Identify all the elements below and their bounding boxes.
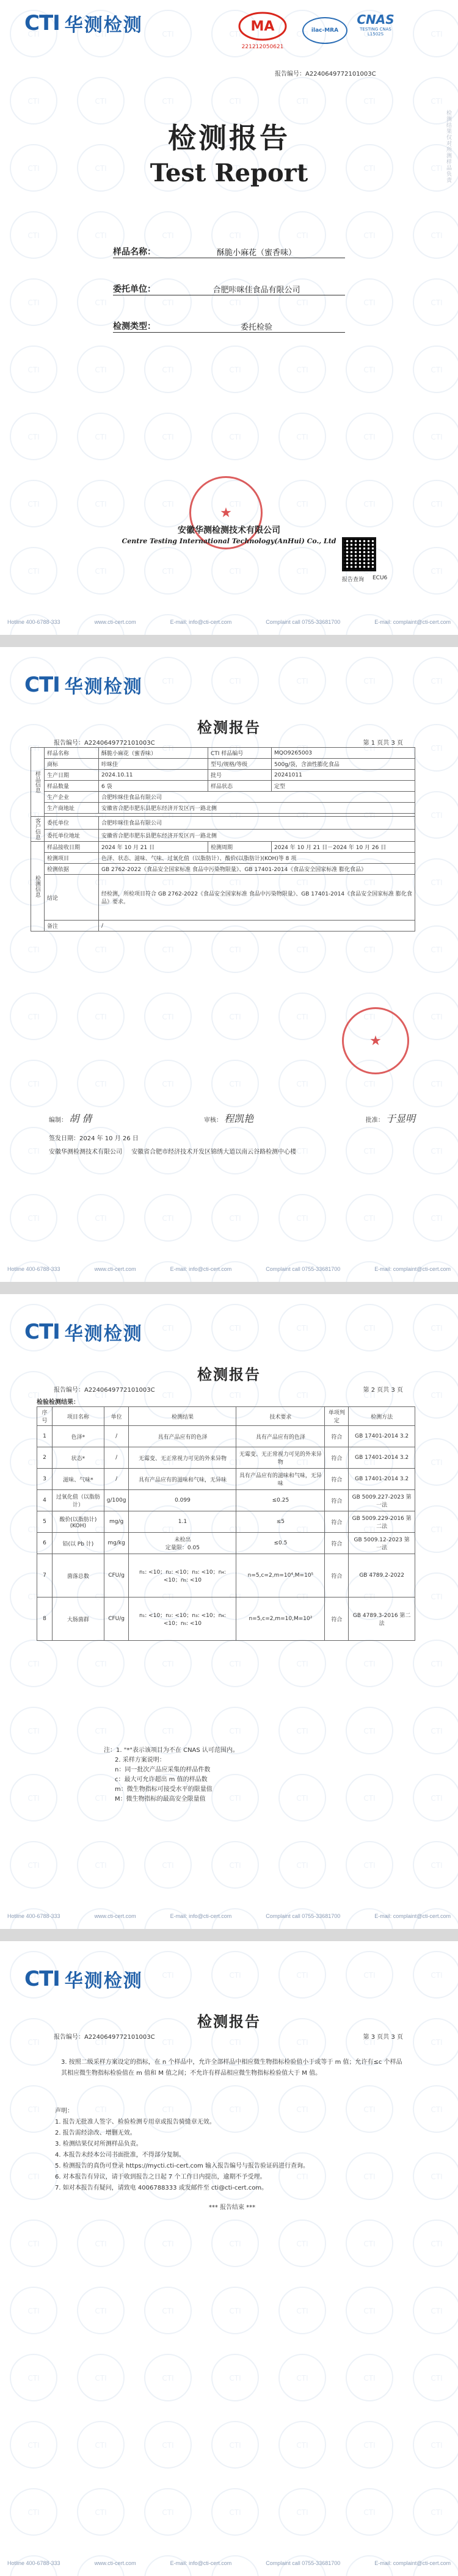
cell: 检测依据 xyxy=(45,864,99,875)
sign-company-name: 安徽华测检测技术有限公司 xyxy=(49,1149,122,1156)
table-cell: / xyxy=(104,1447,129,1469)
table-cell: n=5,c=2,m=10⁴,M=10⁵ xyxy=(236,1554,325,1597)
table-cell: 符合 xyxy=(325,1426,349,1447)
table-cell: 4 xyxy=(37,1490,53,1511)
cell: 生产企业 xyxy=(45,792,99,803)
table-cell: GB 17401-2014 3.2 xyxy=(349,1426,415,1447)
field-client-label: 委托单位： xyxy=(113,284,156,294)
declaration-item: 1. 报告无批准人签字、检验检测专用章或报告骑缝章无效。 xyxy=(55,2119,216,2126)
reviewer-label: 审核： xyxy=(203,1117,222,1124)
note-line: 2. 采样方案说明： xyxy=(115,1757,165,1764)
info-page xyxy=(0,647,458,1282)
results-header-cell: 项目名称 xyxy=(53,1407,104,1426)
table-cell: 铅(以 Pb 计) xyxy=(53,1533,104,1554)
cell: 500g/袋，含油性膨化食品 xyxy=(272,759,415,770)
footer-complaint-email[interactable]: E-mail: complaint@cti-cert.com xyxy=(374,2560,451,2566)
footer-email[interactable]: E-mail: info@cti-cert.com xyxy=(170,619,232,625)
table-cell: 1.1 xyxy=(129,1511,236,1533)
cell: 2024 年 10 月 21 日－2024 年 10 月 26 日 xyxy=(272,842,415,853)
cell: MQO9265003 xyxy=(272,748,415,759)
footer-complaint: Complaint call 0755-33681700 xyxy=(266,619,341,625)
cell: 合肥咔咪佳食品有限公司 xyxy=(99,792,415,803)
group-test: 检测信息 xyxy=(31,842,45,932)
cell: GB 2762-2022《食品安全国家标准 食品中污染物限量》、GB 17401-2014《食品安全国家标准 膨化食品》 xyxy=(99,864,415,875)
table-row xyxy=(37,1447,415,1469)
table-cell: 过氧化值（以脂肪计） xyxy=(53,1490,104,1511)
report-number xyxy=(275,68,376,78)
footer-site[interactable]: www.cti-cert.com xyxy=(94,619,136,625)
table-cell: ≤0.5 xyxy=(236,1533,325,1554)
table-cell xyxy=(129,1533,236,1554)
results-header-cell: 检测方法 xyxy=(349,1407,415,1426)
sign-company-address: 安徽省合肥市经济技术开发区锦绣大道以南云谷路检测中心楼 xyxy=(131,1149,297,1156)
results-header-cell: 检测结果 xyxy=(129,1407,236,1426)
brand-cti: CTI xyxy=(24,673,60,697)
footer-complaint-email[interactable]: E-mail: complaint@cti-cert.com xyxy=(374,619,451,625)
page-title: 检测报告 xyxy=(197,1366,261,1383)
brand-cn: 华测检测 xyxy=(64,676,143,698)
table-cell: 3 xyxy=(37,1469,53,1490)
table-cell: 符合 xyxy=(325,1597,349,1641)
results-header-cell: 序号 xyxy=(37,1407,53,1426)
table-cell: 8 xyxy=(37,1597,53,1641)
footer-complaint: Complaint call 0755-33681700 xyxy=(266,1913,341,1919)
table-row xyxy=(37,1554,415,1597)
compiler-label: 编制： xyxy=(49,1117,67,1124)
report-end-mark: *** 报告结束 *** xyxy=(208,2204,256,2211)
cell: 酥脆小麻花（蜜香味） xyxy=(99,748,208,759)
table-cell: 2 xyxy=(37,1447,53,1469)
cell: 委托单位地址 xyxy=(45,829,99,842)
brand-cti: CTI xyxy=(24,1967,60,1991)
footer xyxy=(0,617,458,628)
cell: 色泽、状态、滋味、气味、过氧化值（以脂肪计）、酸价(以脂肪计)(KOH)等 8 项 xyxy=(99,853,415,864)
cell: 检测周期 xyxy=(208,842,272,853)
cover-company-cn: 安徽华测检测技术有限公司 xyxy=(178,526,280,535)
declaration-item: 6. 对本报告有异议，请于收到报告之日起 7 个工作日内提出，逾期不予受理。 xyxy=(55,2174,266,2180)
brand-logo xyxy=(24,1966,143,1992)
results-table xyxy=(37,1406,415,1641)
cell: 样品名称 xyxy=(45,748,99,759)
table-cell: ≤0.25 xyxy=(236,1490,325,1511)
page-title: 检测报告 xyxy=(197,2013,261,2030)
cell: 委托单位 xyxy=(45,817,99,830)
table-cell: n₁: <10；n₂: <10；n₃: <10；n₄: <10；n₅: <10 xyxy=(129,1554,236,1597)
footer-hotline: Hotline 400-6788-333 xyxy=(7,1913,60,1919)
report-number-label: 报告编号： xyxy=(275,71,305,78)
table-cell: 色泽* xyxy=(53,1426,104,1447)
declaration-item: 4. 本报告未经本公司书面批准，不得部分复制。 xyxy=(55,2152,185,2158)
note-line: n：同一批次产品应采集的样品件数 xyxy=(115,1767,211,1773)
signatures xyxy=(49,1111,415,1125)
declaration-item: 7. 如对本报告有疑问，请致电 4006788333 或发邮件至 cti@cti-cert.com。 xyxy=(55,2185,268,2191)
cell: 经检测，所检项目符合 GB 2762-2022《食品安全国家标准 食品中污染物限量》、GB 17401-2014《食品安全国家标准 膨化食品》要求。 xyxy=(99,875,415,921)
footer-site[interactable]: www.cti-cert.com xyxy=(94,1266,136,1272)
table-row xyxy=(37,1490,415,1511)
qr-code-text: ECU6 xyxy=(373,575,388,581)
cover-fields xyxy=(113,226,345,333)
results-header-cell: 单位 xyxy=(104,1407,129,1426)
table-cell: GB 17401-2014 3.2 xyxy=(349,1447,415,1469)
table-cell: 符合 xyxy=(325,1554,349,1597)
results-page xyxy=(0,1294,458,1929)
field-sample-value: 酥脆小麻花（蜜香味） xyxy=(216,248,296,258)
declaration xyxy=(55,2106,409,2213)
table-cell: 符合 xyxy=(325,1533,349,1554)
field-client-value: 合肥咔咪佳食品有限公司 xyxy=(213,286,300,295)
footer-email[interactable]: E-mail: info@cti-cert.com xyxy=(170,1913,232,1919)
table-cell: 大肠菌群 xyxy=(53,1597,104,1641)
cell: 定型 xyxy=(272,781,415,792)
table-cell: 符合 xyxy=(325,1469,349,1490)
brand-cti: CTI xyxy=(24,1320,60,1344)
table-cell: g/100g xyxy=(104,1490,129,1511)
table-cell: 酸价(以脂肪计)(KOH) xyxy=(53,1511,104,1533)
cell: 生产商地址 xyxy=(45,803,99,814)
footer-complaint-email[interactable]: E-mail: complaint@cti-cert.com xyxy=(374,1913,451,1919)
table-row xyxy=(37,1511,415,1533)
cell: CTI 样品编号 xyxy=(208,748,272,759)
ilac-label: ilac-MRA xyxy=(311,27,339,34)
cma-code: 221212050621 xyxy=(241,44,284,50)
table-cell: CFU/g xyxy=(104,1554,129,1597)
table-cell: CFU/g xyxy=(104,1597,129,1641)
footer xyxy=(0,2558,458,2569)
cell: 2024 年 10 月 21 日 xyxy=(99,842,208,853)
approver-label: 批准： xyxy=(365,1117,384,1124)
sign-date xyxy=(49,1133,139,1142)
cell: 合肥咔咪佳食品有限公司 xyxy=(99,817,415,830)
results-caption: 检验检测结果： xyxy=(37,1399,79,1406)
brand-cn: 华测检测 xyxy=(64,1323,143,1345)
result-value: 未检出 xyxy=(174,1537,191,1543)
table-cell: GB 5009.229-2016 第二法 xyxy=(349,1511,415,1533)
note-line: 注：1. "*"表示该项目为不在 CNAS 认可范围内。 xyxy=(104,1747,239,1754)
results-notes xyxy=(104,1746,239,1804)
page-number: 第 2 页共 3 页 xyxy=(363,1387,403,1394)
cell: 备注 xyxy=(45,921,99,932)
footer-complaint-email[interactable]: E-mail: complaint@cti-cert.com xyxy=(374,1266,451,1272)
inspection-seal xyxy=(342,1007,409,1074)
cell: 生产日期 xyxy=(45,770,99,781)
brand-cn: 华测检测 xyxy=(64,15,143,36)
approver-name: 于显明 xyxy=(385,1113,415,1124)
cell: 2024.10.11 xyxy=(99,770,208,781)
page-report-number: 报告编号：A2240649772101003C xyxy=(54,740,155,747)
table-cell: 7 xyxy=(37,1554,53,1597)
table-cell: mg/g xyxy=(104,1511,129,1533)
cell: 咔咪佳 xyxy=(99,759,208,770)
table-cell: 6 xyxy=(37,1533,53,1554)
table-row xyxy=(37,1426,415,1447)
table-cell: GB 5009.227-2023 第一法 xyxy=(349,1490,415,1511)
table-cell: n=5,c=2,m=10,M=10² xyxy=(236,1597,325,1641)
seal-star-icon: ★ xyxy=(220,505,232,521)
declaration-item: 5. 检测报告的真伪可登录 https://mycti.cti-cert.com 输入报告编号与报告验证码进行查询。 xyxy=(55,2163,309,2169)
field-sample xyxy=(113,226,345,258)
table-row xyxy=(37,1469,415,1490)
table-cell: 5 xyxy=(37,1511,53,1533)
table-row xyxy=(37,1533,415,1554)
results-header-cell: 技术要求 xyxy=(236,1407,325,1426)
group-client: 客户信息 xyxy=(31,817,45,842)
cnas-code: TESTING CNAS L1502S xyxy=(360,27,391,37)
cover-company-en: Centre Testing International Technology(AnHui) Co., Ltd xyxy=(122,537,336,545)
table-cell: GB 5009.12-2023 第一法 xyxy=(349,1533,415,1554)
loq-note: 定量限：0.05 xyxy=(165,1545,200,1551)
reviewer-name: 程凯艳 xyxy=(224,1113,254,1124)
footer xyxy=(0,1264,458,1275)
signed-value: 2024 年 10 月 26 日 xyxy=(79,1135,139,1142)
table-cell: 无霉变、无正常视力可见的外来异物 xyxy=(236,1447,325,1469)
table-cell: n₁: <10；n₂: <10；n₃: <10；n₄: <10；n₅: <10 xyxy=(129,1597,236,1641)
declaration-item: 2. 报告需经涂改、增删无效。 xyxy=(55,2130,136,2136)
table-cell: 具有产品应有的色泽 xyxy=(236,1426,325,1447)
cell: 20241011 xyxy=(272,770,415,781)
table-cell: mg/kg xyxy=(104,1533,129,1554)
cell: / xyxy=(99,921,415,932)
qr-label: 报告查询 xyxy=(342,577,365,583)
sign-reviewer xyxy=(204,1111,253,1125)
table-cell: 无霉变、无正常视力可见的外来异物 xyxy=(129,1447,236,1469)
ilac-badge xyxy=(302,17,347,44)
table-cell: GB 4789.3-2016 第二法 xyxy=(349,1597,415,1641)
cell: 安徽省合肥市肥东县肥东经济开发区丙一路北侧 xyxy=(99,803,415,814)
qr-code[interactable] xyxy=(342,537,376,571)
info-table xyxy=(31,747,415,932)
page-number: 第 3 页共 3 页 xyxy=(363,2034,403,2041)
cnas-label: CNAS xyxy=(357,12,394,27)
cell: 检测项目 xyxy=(45,853,99,864)
footer-complaint: Complaint call 0755-33681700 xyxy=(266,2560,341,2566)
cell: 结论 xyxy=(45,875,99,921)
side-text: 检测结果仅对所测样品负责 xyxy=(446,110,452,183)
cell: 样品接收日期 xyxy=(45,842,99,853)
table-cell: 符合 xyxy=(325,1490,349,1511)
note-line: c：最大可允许超出 m 值的样品数 xyxy=(115,1776,208,1783)
statement-page xyxy=(0,1941,458,2576)
table-cell: 0.099 xyxy=(129,1490,236,1511)
declaration-heading: 声明： xyxy=(55,2108,73,2115)
table-cell: 具有产品应有的滋味和气味，无异味 xyxy=(236,1469,325,1490)
sign-compiler xyxy=(49,1111,92,1125)
results-header-cell: 单项判定 xyxy=(325,1407,349,1426)
field-sample-label: 样品名称： xyxy=(113,247,156,257)
cell: 商标 xyxy=(45,759,99,770)
footer-hotline: Hotline 400-6788-333 xyxy=(7,2560,60,2566)
cma-badge xyxy=(235,11,290,50)
footer-site[interactable]: www.cti-cert.com xyxy=(94,2560,136,2566)
table-row xyxy=(37,1597,415,1641)
table-cell: / xyxy=(104,1469,129,1490)
footer-email[interactable]: E-mail: info@cti-cert.com xyxy=(170,1266,232,1272)
table-cell: ≤5 xyxy=(236,1511,325,1533)
page-title: 检测报告 xyxy=(197,718,261,736)
cell: 批号 xyxy=(208,770,272,781)
compiler-name: 胡 倩 xyxy=(69,1113,92,1124)
page-report-number: 报告编号：A2240649772101003C xyxy=(54,1387,155,1394)
table-cell: 具有产品应有的色泽 xyxy=(129,1426,236,1447)
brand-cti: CTI xyxy=(24,11,60,35)
table-cell: GB 17401-2014 3.2 xyxy=(349,1469,415,1490)
footer-hotline: Hotline 400-6788-333 xyxy=(7,1266,60,1272)
table-cell: 滋味、气味* xyxy=(53,1469,104,1490)
cell: 样品数量 xyxy=(45,781,99,792)
table-cell: / xyxy=(104,1426,129,1447)
note-line: M：微生物指标的最高安全限量值 xyxy=(115,1796,206,1803)
note-line: m：微生物指标可接受水平的限量值 xyxy=(115,1786,213,1793)
field-client xyxy=(113,263,345,295)
sign-approver xyxy=(366,1111,415,1125)
table-cell: 状态* xyxy=(53,1447,104,1469)
field-type-label: 检测类型： xyxy=(113,322,156,331)
footer xyxy=(0,1911,458,1922)
footer-site[interactable]: www.cti-cert.com xyxy=(94,1913,136,1919)
cma-icon xyxy=(238,11,287,42)
field-type-value: 委托检验 xyxy=(240,323,272,332)
table-cell: 符合 xyxy=(325,1511,349,1533)
table-cell: 菌落总数 xyxy=(53,1554,104,1597)
cover-title-cn: 检测报告 xyxy=(168,121,290,154)
cell: 样品状态 xyxy=(208,781,272,792)
brand-cn: 华测检测 xyxy=(64,1970,143,1992)
table-cell: 符合 xyxy=(325,1447,349,1469)
signed-label: 签发日期： xyxy=(49,1135,79,1142)
page-report-number: 报告编号：A2240649772101003C xyxy=(54,2034,155,2041)
footer-complaint: Complaint call 0755-33681700 xyxy=(266,1266,341,1272)
svg-text:MA: MA xyxy=(250,19,275,34)
brand-logo xyxy=(24,10,143,37)
footer-hotline: Hotline 400-6788-333 xyxy=(7,619,60,625)
brand-logo xyxy=(24,671,143,698)
table-cell: 1 xyxy=(37,1426,53,1447)
page-number: 第 1 页共 3 页 xyxy=(363,740,403,747)
cell: 6 袋 xyxy=(99,781,208,792)
group-sample: 样品信息 xyxy=(31,748,45,817)
table-cell: 具有产品应有的滋味和气味，无异味 xyxy=(129,1469,236,1490)
cell: 型号/规格/等级 xyxy=(208,759,272,770)
footer-email[interactable]: E-mail: info@cti-cert.com xyxy=(170,2560,232,2566)
table-cell: GB 4789.2-2022 xyxy=(349,1554,415,1597)
cnas-badge xyxy=(354,12,397,37)
cover-page xyxy=(0,0,458,635)
seal-star-icon: ★ xyxy=(369,1033,382,1049)
declaration-item: 3. 检测结果仅对所测样品负责。 xyxy=(55,2141,142,2147)
field-type xyxy=(113,300,345,333)
sign-company xyxy=(49,1146,296,1156)
cell: 安徽省合肥市肥东县肥东经济开发区丙一路北侧 xyxy=(99,829,415,842)
brand-logo xyxy=(24,1319,143,1345)
cover-title-en: Test Report xyxy=(150,159,308,187)
results-header-row xyxy=(37,1407,415,1426)
sampling-paragraph: 3. 按照二级采样方案设定的指标，在 n 个样品中，允许全部样品中相应微生物指标检验值小于或等于 m 值；允许有≤c 个样品其相应微生物指标检验值在 m 值和 M 值之间；不允许有样品相应微生物指标检验值大于 M 值。 xyxy=(61,2059,402,2077)
report-number-value: A2240649772101003C xyxy=(305,71,376,78)
